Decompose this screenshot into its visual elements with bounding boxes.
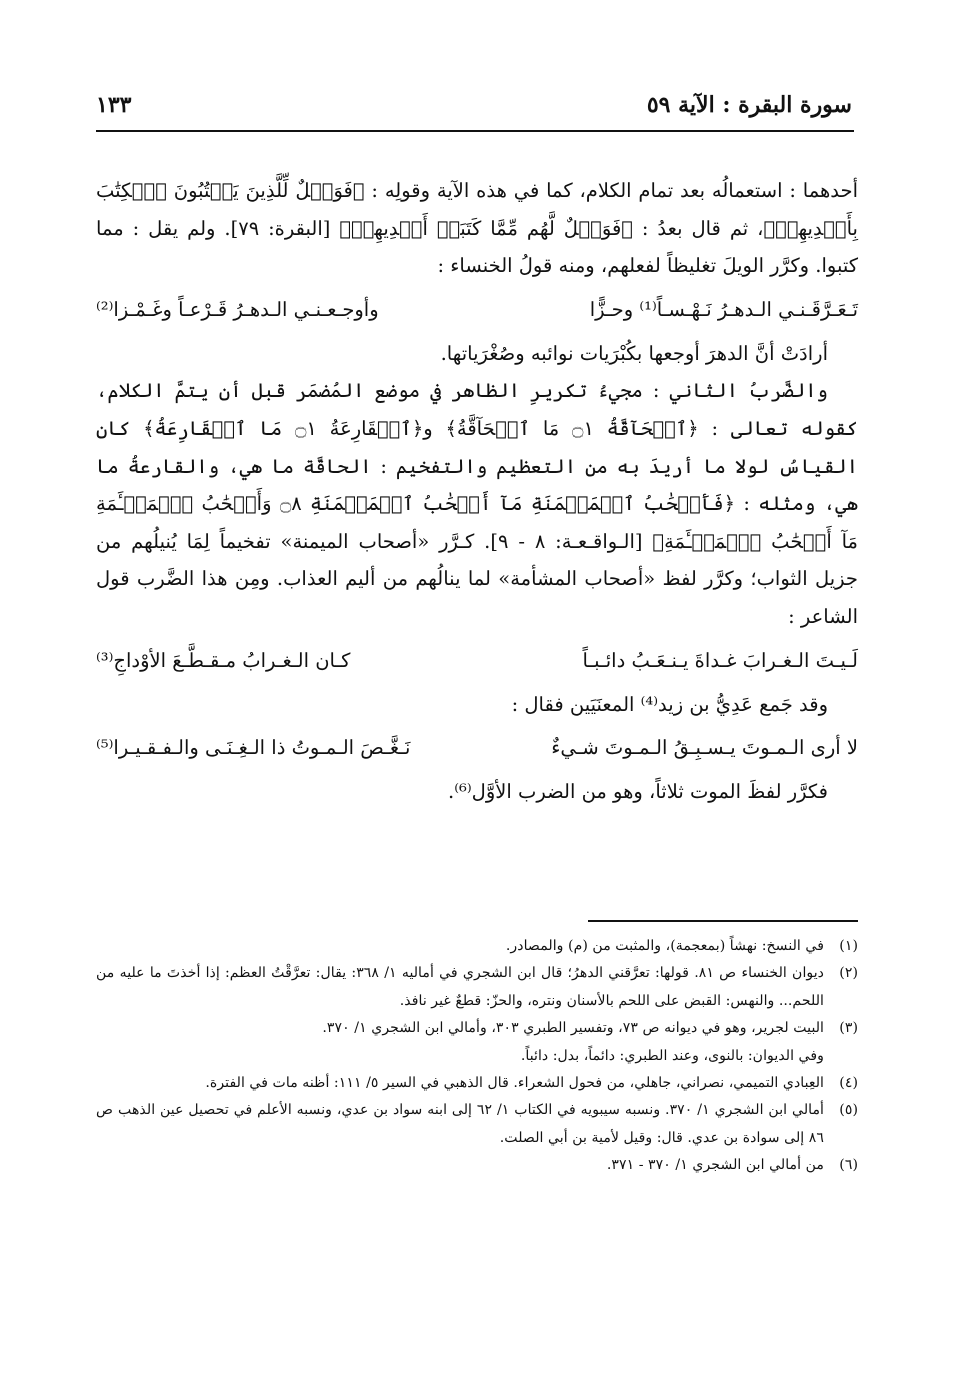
footnote-text: العِبادي التميمي، نصراني، جاهلي، من فحول الشعراء. قال الذهبي في السير ٥/ ١١١: أظنه مات في الفترة. [205, 1075, 824, 1092]
paragraph-3: والضَّربُ الثاني : مجيءُ تكريرِ الظاهر في موضع المُضمَر قبل أن يتمَّ الكلام، كقوله تعالى : ﴿ٱلۡحَآقَّةُ ۝١ مَا ٱلۡحَآقَّةُ﴾ و﴿ٱلۡقَارِعَةُ ۝١ مَا ٱلۡقَارِعَةُ﴾ كان القياسُ لولا ما أريدَ به من التعظيم والتفخيم : الحاقَّة ما هي، والقارعةُ ما هي، ومثله : ﴿فَأَصۡحَٰبُ ٱلۡمَيۡمَنَةِ مَآ أَصۡحَٰبُ ٱلۡمَيۡمَنَةِ ۝٨ وَأَصۡحَٰبُ ٱلۡمَشۡـَٔمَةِ مَآ أَصۡحَٰبُ ٱلۡمَشۡـَٔمَةِ﴾ [الـواقـعـة: ٨ - ٩]. كـرَّر «أصحاب الميمنة» تفخيماً لِمَا يُنيلُهم من جزيل الثواب؛ وكرَّر لفظ «أصحاب المشأمة» لما ينالُهم من أليم العذاب. ومِن هذا الضَّرب قول الشاعر : [96, 379, 859, 628]
footnote-rule [588, 920, 858, 922]
verse-first-hemistich: لَـيـتَ الـغـرابَ غـداةَ يـنـعَـبُ دائـبـاً [582, 648, 858, 672]
paragraph-4: وقد جَمع عَدِيُّ بن زيد⁽⁴⁾ المعنَيَين فقال : [511, 692, 828, 716]
page-number: ١٣٣ [96, 92, 132, 118]
footnote-text: أمالي ابن الشجري ١/ ٣٧٠. ونسبه سيبويه في الكتاب ١/ ٦٢ إلى ابنه سواد بن عدي، ونسبه الأعلم في تحصيل عين الذهب ص ٨٦ إلى سوادة بن عدي. قال: وقيل لأمية بن أبي الصلت. [96, 1102, 824, 1146]
verse-first-hemistich: تَـعَـرَّقَـنـي الـدهـرُ نَـهْـسـاً⁽¹⁾ وحـزًّا [589, 297, 858, 321]
footnote-text: البيت لجرير، وهو في ديوانه ص ٧٣، وتفسير الطبري ٣٠٣، وأمالي ابن الشجري ١/ ٣٧٠. [322, 1020, 824, 1037]
footnote-text: ديوان الخنساء ص ٨١. قولها: تعرَّقني الدهرُ؛ قال ابن الشجري في أماليه ١/ ٣٦٨: يقال: تعرَّقْتُ العظم: إذا أخذتَ ما عليه من اللحم... والنهس: القبض على اللحم بالأسنان ونتره، والحزّ: قطعٌ غير نافذ. [96, 965, 824, 1009]
footnote-body [96, 1015, 824, 1070]
footnote-text: في النسخ: نهشاً (بمعجمة)، والمثبت من (م) والمصادر. [505, 938, 824, 954]
footnote-continuation: وفي الديوان: بالنوى، وعند الطبري: دائماً، بدل: دائباً. [520, 1047, 824, 1064]
verse-second-hemistich: وأوجـعـنـي الـدهـرُ قَـرْعـاً وغَـمْـزا⁽²⁾ [96, 297, 379, 321]
verse-adi [96, 723, 858, 773]
footnote-number: (٥) [839, 1102, 858, 1119]
footnote [96, 1152, 858, 1179]
footnote [96, 1070, 858, 1097]
footnote [96, 1097, 858, 1152]
verse-first-hemistich: لا أرى الـمـوتَ يـسـبِـقُ الـمـوتَ شـيءٌ [551, 736, 858, 760]
footnote-text: من أمالي ابن الشجري ١/ ٣٧٠ - ٣٧١. [606, 1157, 824, 1174]
paragraph-5: فكرَّر لفظَ الموت ثلاثاً، وهو من الضرب الأوَّل⁽⁶⁾. [448, 780, 828, 804]
running-title: سورة البقرة : الآية ٥٩ [646, 92, 852, 118]
footnote-number: (٣) [839, 1020, 858, 1037]
verse-second-hemistich: نَـغَّـصَ الـمـوتُ ذا الـغِـنَـى والـفـقـيـرا⁽⁵⁾ [96, 736, 411, 760]
footnote-number: (٤) [839, 1075, 858, 1092]
footnote-number: (٦) [839, 1157, 858, 1174]
footnotes [96, 933, 858, 1180]
main-text [96, 172, 858, 811]
header-rule [96, 130, 854, 132]
footnote [96, 933, 858, 960]
page-header [96, 92, 852, 126]
verse-second-hemistich: كـان الـغـرابُ مـقـطَّـعَ الأوْداجِ⁽³⁾ [96, 648, 351, 672]
footnote-number: (١) [839, 938, 858, 954]
paragraph-2: أرادَتْ أنَّ الدهرَ أوجعها بكُبْرَيات نوائبه وصُغْرَياتها. [440, 341, 828, 365]
footnote [96, 1015, 858, 1070]
paragraph-1: أحدهما : استعمالُه بعد تمام الكلام، كما في هذه الآية وقولِه : ﴿فَوَيۡلٌ لِّلَّذِينَ يَكۡتُبُونَ ٱلۡكِتَٰبَ بِأَيۡدِيهِمۡ﴾، ثم قال بعدُ : ﴿فَوَيۡلٌ لَّهُم مِّمَّا كَتَبَتۡ أَيۡدِيهِمۡ﴾ [البقرة: ٧٩]. ولم يقل : مما كتبوا. وكرَّر الويلَ تغليظاً لفعلهم، ومنه قولُ الخنساء : [96, 179, 858, 278]
verse-khansa [96, 285, 858, 335]
verse-ghurab [96, 636, 858, 686]
footnote [96, 960, 858, 1015]
footnote-number: (٢) [839, 965, 858, 982]
